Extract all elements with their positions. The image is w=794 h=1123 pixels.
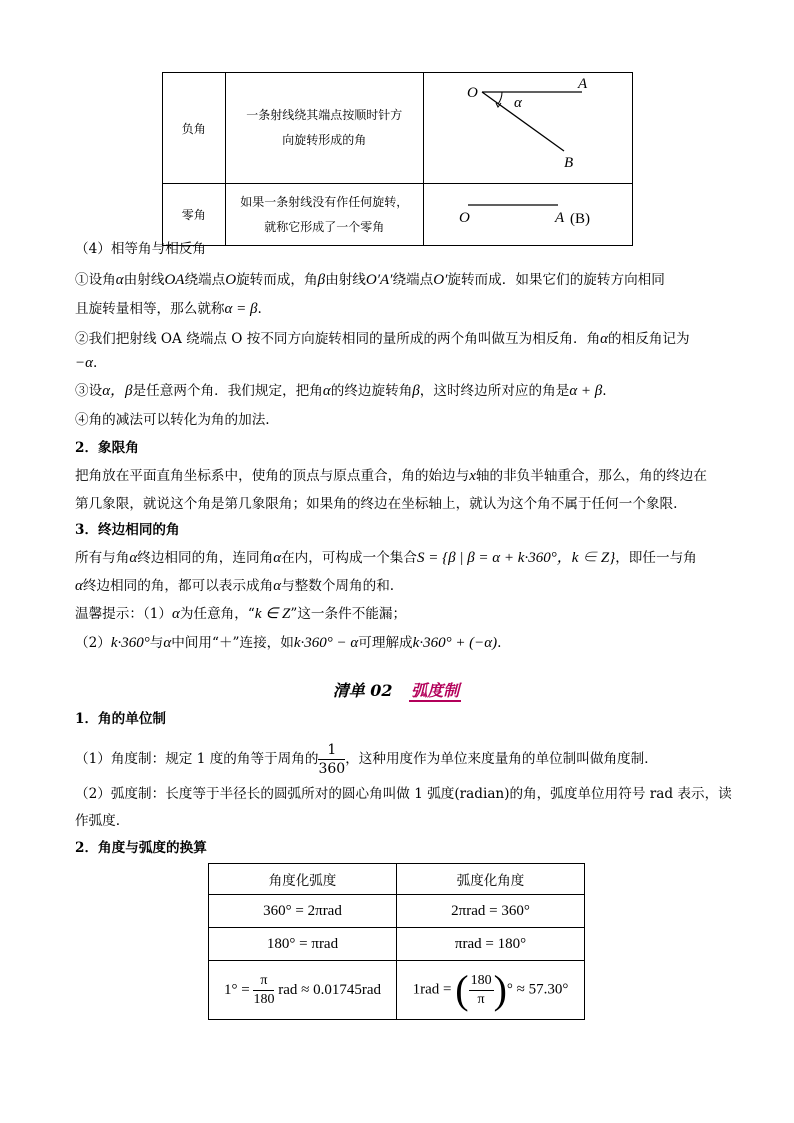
conv-header-deg2rad: 角度化弧度 (209, 864, 397, 895)
sec4-p4: ④角的减法可以转化为角的加法. (75, 412, 270, 428)
unit-fraction: $\frac{1}{360}$ (318, 742, 346, 777)
sec4-p3: ③设α，β是任意两个角．我们规定，把角α的终边旋转角β，这时终边所对应的角是α + β. (75, 383, 607, 399)
conv-cell-deg-formula: 1° = $\frac{\pi}{180}$ rad ≈ 0.01745rad (209, 961, 397, 1020)
unit-line1: （1）角度制：规定 1 度的角等于周角的 $\frac{1}{360}$ ，这种用度作为单位来度量角的单位制叫做角度制． (75, 742, 658, 777)
tip1: 温馨提示：（1）α为任意角，“k ∈ Z”这一条件不能漏； (75, 606, 407, 622)
label-b: B (563, 155, 574, 171)
tip2: （2）k·360°与α中间用“＋”连接，如k·360° − α可理解成k·360° + (−α). (75, 635, 502, 651)
unit-line3: 作弧度. (75, 813, 121, 829)
row-zero-angle-name: 零角 (163, 184, 226, 246)
conv-cell: 360° = 2πrad (209, 895, 397, 928)
zero-label-o: O (458, 210, 470, 226)
sec4-p1-line2: 且旋转量相等，那么就称α = β. (75, 301, 262, 317)
coterminal-line1: 所有与角α终边相同的角，连同角α在内，可构成一个集合S = {β | β = α + k·360°，k ∈ Z}，即任一与角 (75, 550, 697, 566)
coterminal-title: 3．终边相同的角 (75, 522, 180, 538)
conv-cell: 2πrad = 360° (397, 895, 585, 928)
section-heading (0, 678, 794, 701)
sec4-p2-line2: −α. (75, 355, 98, 371)
conv-cell: πrad = 180° (397, 928, 585, 961)
zero-label-a: A (554, 210, 565, 226)
quadrant-title: 2．象限角 (75, 440, 139, 456)
heading-prefix: 清单 02 (332, 681, 393, 700)
sec4-p1-line1: ①设角α由射线OA绕端点O旋转而成，角β由射线O′A′绕端点O′旋转而成．如果它们的旋转方向相同 (75, 272, 665, 288)
conv-cell: 180° = πrad (209, 928, 397, 961)
label-a: A (577, 76, 588, 92)
coterminal-line2: α终边相同的角，都可以表示成角α与整数个周角的和. (75, 578, 395, 594)
zero-label-b: (B) (569, 211, 590, 227)
row-negative-angle-name: 负角 (163, 73, 226, 184)
negative-angle-figure (423, 73, 632, 184)
convert-title: 2．角度与弧度的换算 (75, 840, 207, 856)
conversion-table (208, 863, 585, 1020)
label-o: O (466, 85, 478, 101)
zero-angle-figure (423, 184, 632, 246)
conv-header-rad2deg: 弧度化角度 (397, 864, 585, 895)
quadrant-line1: 把角放在平面直角坐标系中，使角的顶点与原点重合，角的始边与x轴的非负半轴重合，那么，角的终边在 (75, 468, 707, 484)
unit-line2: （2）弧度制：长度等于半径长的圆弧所对的圆心角叫做 1 弧度(radian)的角，弧度单位用符号 rad 表示，读 (75, 786, 732, 802)
unit-title: 1．角的单位制 (75, 711, 167, 727)
sec4-title: （4）相等角与相反角 (75, 241, 206, 257)
conv-cell-rad-formula: 1rad = ( $\frac{180}{\pi}$ )° ≈ 57.30° (397, 961, 585, 1020)
negative-angle-diagram (424, 73, 632, 180)
angle-type-table (162, 72, 633, 246)
row-negative-angle-desc: 一条射线绕其端点按顺时针方 向旋转形成的角 (225, 73, 423, 184)
row-zero-angle-desc: 如果一条射线没有作任何旋转， 就称它形成了一个零角 (225, 184, 423, 246)
zero-angle-diagram (424, 184, 632, 242)
sec4-p2-line1: ②我们把射线 OA 绕端点 O 按不同方向旋转相同的量所成的两个角叫做互为相反角．角α的相反角记为 (75, 331, 690, 347)
heading-title: 弧度制 (411, 681, 460, 700)
quadrant-line2: 第几象限，就说这个角是第几象限角；如果角的终边在坐标轴上，就认为这个角不属于任何一个象限. (75, 496, 678, 512)
label-alpha: α (513, 95, 522, 111)
